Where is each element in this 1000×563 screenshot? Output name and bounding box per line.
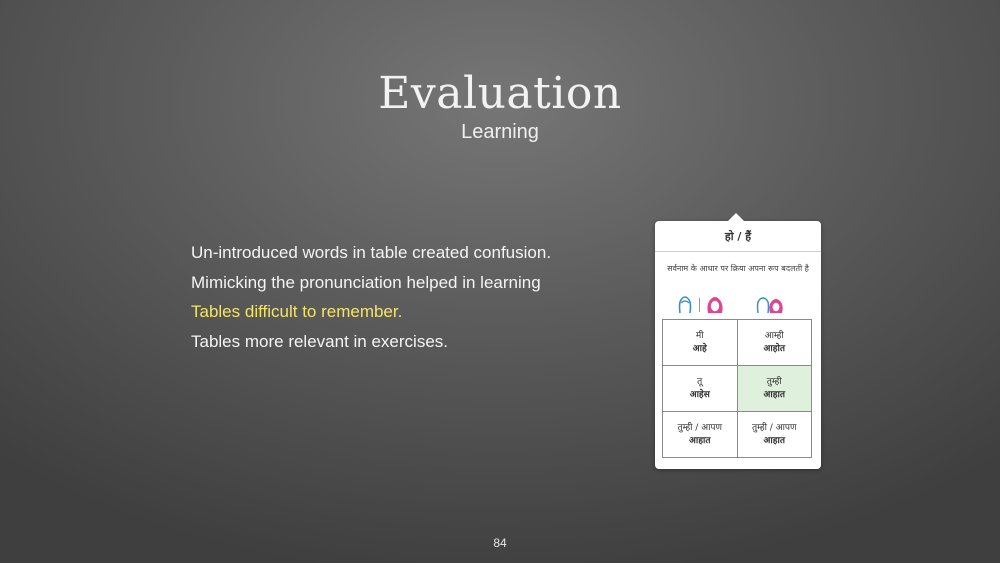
avatar-separator: [699, 298, 700, 312]
finding-item: Mimicking the pronunciation helped in learning: [191, 272, 541, 292]
popover-header: हो / हैं: [655, 221, 821, 252]
table-row: [663, 412, 812, 458]
table-cell: [663, 320, 738, 366]
slide-subtitle: Learning: [461, 121, 539, 143]
pronoun-text: तुम्ही / आपण: [751, 422, 797, 433]
verb-text: आहे: [692, 343, 707, 354]
group-avatar-icon: [755, 296, 785, 314]
popover-arrow: [728, 213, 744, 221]
table-cell-highlighted: [737, 366, 812, 412]
table-cell: [663, 366, 738, 412]
page-number: 84: [493, 536, 507, 550]
finding-item: Tables more relevant in exercises.: [191, 331, 449, 351]
verb-text: आहेस: [689, 389, 710, 400]
table-cell: [737, 320, 812, 366]
male-avatar-icon: [678, 296, 692, 314]
verb-text: आहात: [763, 389, 785, 400]
verb-text: आहात: [689, 435, 711, 446]
table-row: [663, 366, 812, 412]
conjugation-table: [662, 319, 812, 458]
female-avatar-icon: [706, 296, 724, 314]
conjugation-popover: [655, 221, 821, 469]
finding-item: Un-introduced words in table created confusion.: [191, 243, 552, 262]
findings-list: [191, 241, 551, 359]
table-cell: [663, 412, 738, 458]
verb-text: आहोत: [763, 343, 785, 354]
pronoun-text: आम्ही: [764, 330, 784, 341]
pronoun-text: तू: [697, 376, 703, 387]
slide-title: Evaluation: [378, 68, 622, 119]
pronoun-text: मी: [695, 330, 704, 341]
avatar-row: [655, 296, 821, 314]
verb-text: आहात: [763, 435, 785, 446]
pronoun-text: तुम्ही / आपण: [677, 422, 723, 433]
table-cell: [737, 412, 812, 458]
finding-item-highlighted: Tables difficult to remember.: [191, 302, 403, 321]
pronoun-text: तुम्ही: [766, 376, 782, 387]
table-row: [663, 320, 812, 366]
popover-description: सर्वनाम के आधार पर क्रिया अपना रूप बदलती है: [667, 264, 809, 273]
